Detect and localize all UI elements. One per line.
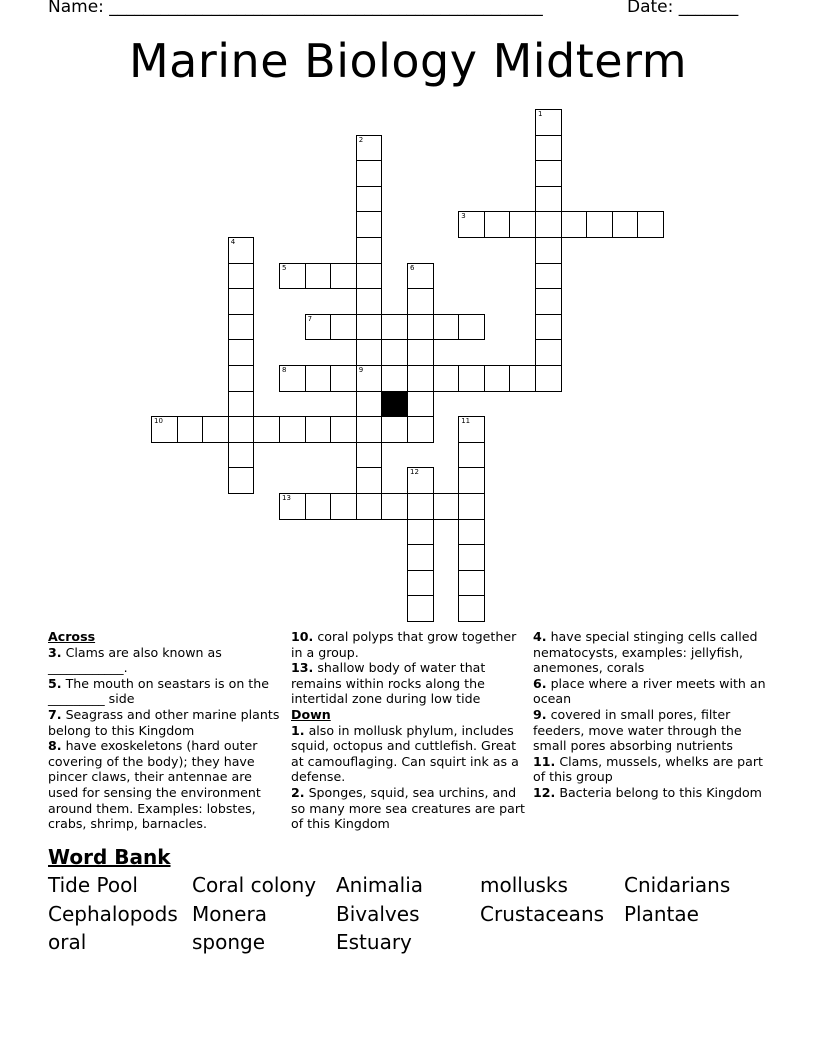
clues-column-3 xyxy=(533,629,769,801)
clue-section-heading: Down xyxy=(291,706,331,722)
word-bank-item: sponge xyxy=(192,930,266,955)
clue-text: place where a river meets with an ocean xyxy=(533,675,766,707)
crossword-cell[interactable] xyxy=(458,467,485,494)
crossword-cell[interactable] xyxy=(535,160,562,187)
crossword-cell[interactable] xyxy=(407,595,434,622)
word-bank-item: Animalia xyxy=(336,873,424,897)
crossword-cell[interactable] xyxy=(381,314,408,341)
crossword-cell[interactable] xyxy=(407,391,434,418)
crossword-cell[interactable] xyxy=(458,493,485,520)
word-bank-item: Plantae xyxy=(624,901,699,926)
crossword-cell[interactable] xyxy=(407,288,434,315)
clue-text: The mouth on seastars is on the _________ side xyxy=(48,675,269,707)
crossword-cell[interactable] xyxy=(535,186,562,213)
clue-number: 10. xyxy=(291,629,314,644)
crossword-cell[interactable] xyxy=(407,544,434,571)
crossword-cell[interactable] xyxy=(356,263,383,290)
crossword-cell[interactable] xyxy=(535,288,562,315)
crossword-cell[interactable] xyxy=(356,467,383,494)
clue-item xyxy=(291,723,527,785)
crossword-cell[interactable] xyxy=(381,493,408,520)
clue-text: Bacteria belong to this Kingdom xyxy=(555,784,762,800)
clue-number-label: 10 xyxy=(154,417,163,426)
clue-number-label: 6 xyxy=(410,263,415,272)
crossword-cell[interactable] xyxy=(228,391,255,418)
clue-number: 2. xyxy=(291,784,305,800)
crossword-cell[interactable] xyxy=(253,416,280,443)
word-bank xyxy=(48,873,768,955)
crossword-cell[interactable] xyxy=(509,365,536,392)
clue-item xyxy=(291,660,527,707)
crossword-cell[interactable] xyxy=(356,339,383,366)
word-bank-item: Cephalopods xyxy=(48,901,178,926)
crossword-cell[interactable] xyxy=(356,493,383,520)
clue-item xyxy=(48,645,280,676)
clue-text: have exoskeletons (hard outer covering of the body); they have pincer claws, their antennae are used for sensing the environment around them. Examples: lobstes, crabs, shrimp, barnacles. xyxy=(48,738,261,832)
word-bank-item: Crustaceans xyxy=(480,901,605,926)
crossword-cell[interactable] xyxy=(279,263,306,290)
crossword-cell[interactable] xyxy=(535,211,562,238)
crossword-cell[interactable] xyxy=(535,135,562,162)
crossword-cell[interactable] xyxy=(407,493,434,520)
clue-number-label: 3 xyxy=(461,212,466,221)
clue-item xyxy=(48,676,280,707)
clue-text: Seagrass and other marine plants belong to this Kingdom xyxy=(48,706,280,738)
date-field-label: Date: _______ xyxy=(627,0,739,17)
crossword-cell[interactable] xyxy=(202,416,229,443)
clue-text: have special stinging cells called nematocysts, examples: jellyfish, anemones, corals xyxy=(533,629,758,676)
crossword-cell[interactable] xyxy=(356,160,383,187)
crossword-cell[interactable] xyxy=(305,493,332,520)
crossword-cell[interactable] xyxy=(356,211,383,238)
crossword-cell[interactable] xyxy=(356,391,383,418)
crossword-cell[interactable] xyxy=(228,442,255,469)
clue-item xyxy=(291,785,527,832)
crossword-cell[interactable] xyxy=(279,365,306,392)
crossword-cell[interactable] xyxy=(228,314,255,341)
crossword-cell[interactable] xyxy=(305,314,332,341)
crossword-cell[interactable] xyxy=(356,237,383,264)
clue-item xyxy=(533,676,769,707)
clue-text: Clams are also known as ____________. xyxy=(48,644,222,676)
crossword-cell[interactable] xyxy=(458,416,485,443)
clue-number: 7. xyxy=(48,706,62,722)
crossword-cell[interactable] xyxy=(612,211,639,238)
crossword-cell[interactable] xyxy=(381,365,408,392)
clue-text: shallow body of water that remains within rocks along the intertidal zone during low tide xyxy=(291,660,486,707)
crossword-cell[interactable] xyxy=(305,365,332,392)
clue-section-heading: Across xyxy=(48,629,96,644)
crossword-cell[interactable] xyxy=(407,416,434,443)
crossword-cell[interactable] xyxy=(535,109,562,136)
crossword-cell[interactable] xyxy=(228,237,255,264)
crossword-cell[interactable] xyxy=(228,467,255,494)
crossword-cell[interactable] xyxy=(458,519,485,546)
crossword-cell[interactable] xyxy=(356,442,383,469)
clue-number-label: 5 xyxy=(282,263,287,272)
crossword-cell[interactable] xyxy=(586,211,613,238)
clue-text: coral polyps that grow together in a group. xyxy=(291,629,517,660)
crossword-cell[interactable] xyxy=(535,339,562,366)
clue-number: 5. xyxy=(48,675,62,691)
word-bank-title: Word Bank xyxy=(48,845,171,869)
clue-number-label: 8 xyxy=(282,366,287,374)
crossword-cell[interactable] xyxy=(356,135,383,162)
crossword-cell[interactable] xyxy=(535,237,562,264)
clue-number: 13. xyxy=(291,660,314,676)
crossword-cell[interactable] xyxy=(177,416,204,443)
clue-text: also in mollusk phylum, includes squid, octopus and cuttlefish. Great at camouflaging. Can squirt ink as a defense. xyxy=(291,722,519,785)
crossword-cell[interactable] xyxy=(458,314,485,341)
crossword-cell[interactable] xyxy=(433,365,460,392)
clue-item xyxy=(533,785,769,801)
crossword-cell[interactable] xyxy=(151,416,178,443)
crossword-cell[interactable] xyxy=(458,544,485,571)
word-bank-item: Estuary xyxy=(336,930,412,955)
crossword-cell[interactable] xyxy=(407,570,434,597)
clue-number-label: 4 xyxy=(230,238,236,246)
clue-number: 8. xyxy=(48,738,62,754)
word-bank-item: mollusks xyxy=(480,873,568,897)
crossword-cell[interactable] xyxy=(407,263,434,290)
crossword-cell[interactable] xyxy=(356,186,383,213)
clue-number-label: 7 xyxy=(307,314,313,323)
clue-item xyxy=(533,629,769,676)
clue-text: Sponges, squid, sea urchins, and so many more sea creatures are part of this Kingdom xyxy=(291,784,525,832)
clue-number-label: 1 xyxy=(538,110,543,118)
clue-number-label: 12 xyxy=(410,468,419,477)
crossword-cell[interactable] xyxy=(407,314,434,341)
crossword-cell[interactable] xyxy=(228,365,255,392)
crossword-cell[interactable] xyxy=(458,595,485,622)
crossword-block-cell xyxy=(381,391,408,418)
word-bank-item: Cnidarians xyxy=(624,873,731,897)
clue-number: 3. xyxy=(48,644,62,660)
clue-number: 1. xyxy=(291,722,305,738)
crossword-cell[interactable] xyxy=(407,519,434,546)
crossword-cell[interactable] xyxy=(356,365,383,392)
clues-column-1 xyxy=(48,629,280,832)
crossword-cell[interactable] xyxy=(279,416,306,443)
clue-number-label: 13 xyxy=(282,494,291,502)
clue-item xyxy=(533,707,769,754)
clue-number: 9. xyxy=(533,706,547,722)
clue-number: 12. xyxy=(533,784,556,800)
clue-item xyxy=(533,754,769,785)
crossword-cell[interactable] xyxy=(330,416,357,443)
crossword-cell[interactable] xyxy=(228,339,255,366)
crossword-cell[interactable] xyxy=(637,211,664,238)
name-field-label: Name: ___________________________________________________ xyxy=(48,0,543,17)
word-bank-item: Monera xyxy=(192,901,267,926)
crossword-cell[interactable] xyxy=(407,467,434,494)
crossword-cell[interactable] xyxy=(381,416,408,443)
clue-number: 11. xyxy=(533,753,556,769)
word-bank-item: Tide Pool xyxy=(48,873,138,897)
clue-number-label: 9 xyxy=(358,366,364,374)
crossword-cell[interactable] xyxy=(356,288,383,315)
crossword-cell[interactable] xyxy=(433,314,460,341)
crossword-cell[interactable] xyxy=(458,365,485,392)
crossword-cell[interactable] xyxy=(228,263,255,290)
crossword-cell[interactable] xyxy=(305,263,332,290)
crossword-cell[interactable] xyxy=(458,570,485,597)
crossword-cell[interactable] xyxy=(561,211,588,238)
crossword-cell[interactable] xyxy=(228,416,255,443)
crossword-cell[interactable] xyxy=(356,416,383,443)
clue-text: Clams, mussels, whelks are part of this group xyxy=(533,753,763,785)
crossword-cell[interactable] xyxy=(433,493,460,520)
crossword-cell[interactable] xyxy=(484,211,511,238)
clue-item xyxy=(48,707,280,738)
clue-number: 6. xyxy=(533,675,547,691)
crossword-cell[interactable] xyxy=(509,211,536,238)
word-bank-item: oral xyxy=(48,930,87,955)
clues-column-2 xyxy=(291,629,527,832)
crossword-cell[interactable] xyxy=(330,263,357,290)
crossword-cell[interactable] xyxy=(305,416,332,443)
crossword-cell[interactable] xyxy=(535,263,562,290)
clue-number-label: 11 xyxy=(461,417,471,426)
clue-item xyxy=(291,629,527,660)
page-title: Marine Biology Midterm xyxy=(128,34,687,88)
clue-text: covered in small pores, filter feeders, move water through the small pores absorbing nutrients xyxy=(533,706,742,754)
crossword-cell[interactable] xyxy=(330,493,357,520)
crossword-cell[interactable] xyxy=(458,442,485,469)
crossword-cell[interactable] xyxy=(407,339,434,366)
crossword-cell[interactable] xyxy=(484,365,511,392)
clue-number-label: 2 xyxy=(358,135,364,144)
clue-number: 4. xyxy=(533,629,547,644)
crossword-cell[interactable] xyxy=(228,288,255,315)
word-bank-item: Bivalves xyxy=(336,901,420,926)
crossword-cell[interactable] xyxy=(458,211,485,238)
word-bank-item: Coral colony xyxy=(192,873,317,897)
crossword-cell[interactable] xyxy=(356,314,383,341)
crossword-cell[interactable] xyxy=(535,314,562,341)
crossword-cell[interactable] xyxy=(407,365,434,392)
clue-item xyxy=(48,738,280,832)
crossword-cell[interactable] xyxy=(330,365,357,392)
crossword-cell[interactable] xyxy=(279,493,306,520)
crossword-cell[interactable] xyxy=(535,365,562,392)
crossword-cell[interactable] xyxy=(330,314,357,341)
